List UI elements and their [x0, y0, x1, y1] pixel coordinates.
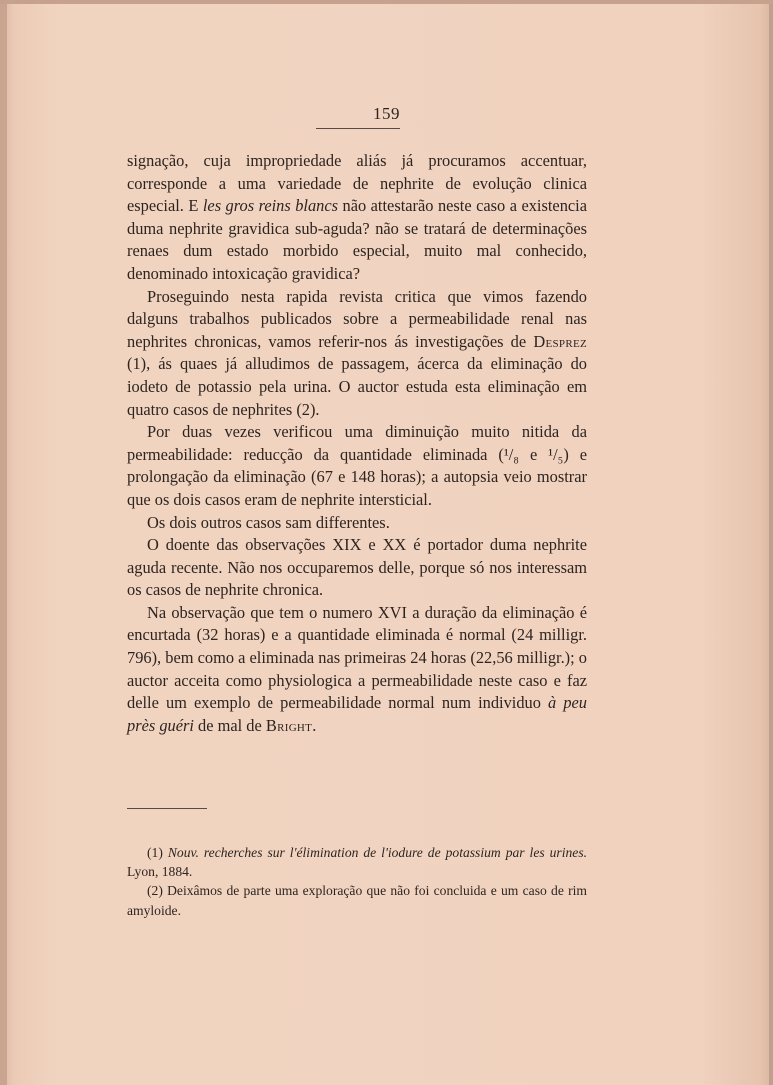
paragraph-2-author-name: Desprez: [533, 331, 587, 351]
page-top-edge: [0, 0, 773, 4]
paragraph-1: [127, 150, 587, 286]
footnote-1-place-year: Lyon, 1884.: [127, 864, 193, 880]
footnote-1-title: Nouv. recherches sur l'élimination de l'iodure de potassium par les urines.: [167, 845, 588, 860]
footnote-rule: [127, 808, 207, 809]
paragraph-6-disease-name: Bright: [265, 715, 313, 735]
paragraph-1-text-c: não attestarão neste caso a existencia duma nephrite gravidica sub-aguda? não se tratará de determinações renaes dum estado morbido especial, muito mal conhecido, denominado intoxicação gravidica?: [127, 196, 587, 283]
paragraph-6-italic: à peu près guéri: [127, 693, 587, 735]
paragraph-6-text-e: .: [312, 715, 317, 735]
footnote-2: (2) Deixâmos de parte uma exploração que não foi concluida e um caso de rim amyloide.: [127, 883, 587, 918]
paragraph-5: O doente das observações XIX e XX é portador duma nephrite aguda recente. Não nos occuparemos delle, porque só nos interessam os casos de nephrite chronica.: [127, 535, 587, 600]
paragraph-2-text-c: (1), ás quaes já alludimos de passagem, ácerca da eliminação do iodeto de potassio pela urina. O auctor estuda esta eliminação em quatro casos de nephrites (2).: [127, 354, 587, 419]
footnotes: [127, 843, 587, 920]
paragraph-1-italic: les gros reins blancs: [202, 196, 339, 216]
paragraph-6-text-a: Na observação que tem o numero XVI a duração da eliminação é encurtada (32 horas) e a quantidade eliminada é normal (24 milligr. 796), bem como a eliminada nas primeiras 24 horas (22,56 milligr.); o auctor acceita como physiologica a permeabilidade neste caso e faz delle um exemplo de permeabilidade normal num individuo: [127, 602, 587, 713]
footnote-1-marker: (1): [147, 845, 168, 860]
page-left-edge: [0, 0, 7, 1085]
paragraph-1-text-a: signação, cuja impropriedade aliás já procuramos accentuar, corresponde a uma variedade de nephrite de evolução clinica especial. E: [127, 151, 587, 216]
paragraph-3: Por duas vezes verificou uma diminuição muito nitida da permeabilidade: reducção da quantidade eliminada (¹/₈ e ¹/₅) e prolongação da eliminação (67 e 148 horas); a autopsia veio mostrar que os dois casos eram de nephrite intersticial.: [127, 422, 587, 509]
body-text: [127, 150, 587, 737]
page-number: 159: [373, 104, 400, 123]
paragraph-6-text-c: de mal de: [193, 715, 266, 735]
paragraph-6: [127, 602, 587, 738]
paragraph-2-text-a: Proseguindo nesta rapida revista critica que vimos fazendo dalguns trabalhos publicados sobre a permeabilidade renal nas nephrites chronicas, vamos referir-nos ás investigações de: [127, 286, 587, 351]
header-rule: [316, 128, 400, 129]
paragraph-4: Os dois outros casos sam differentes.: [147, 512, 390, 532]
footnote-1: [127, 843, 587, 881]
paragraph-2: [127, 286, 587, 422]
page-right-edge: [769, 0, 773, 1085]
